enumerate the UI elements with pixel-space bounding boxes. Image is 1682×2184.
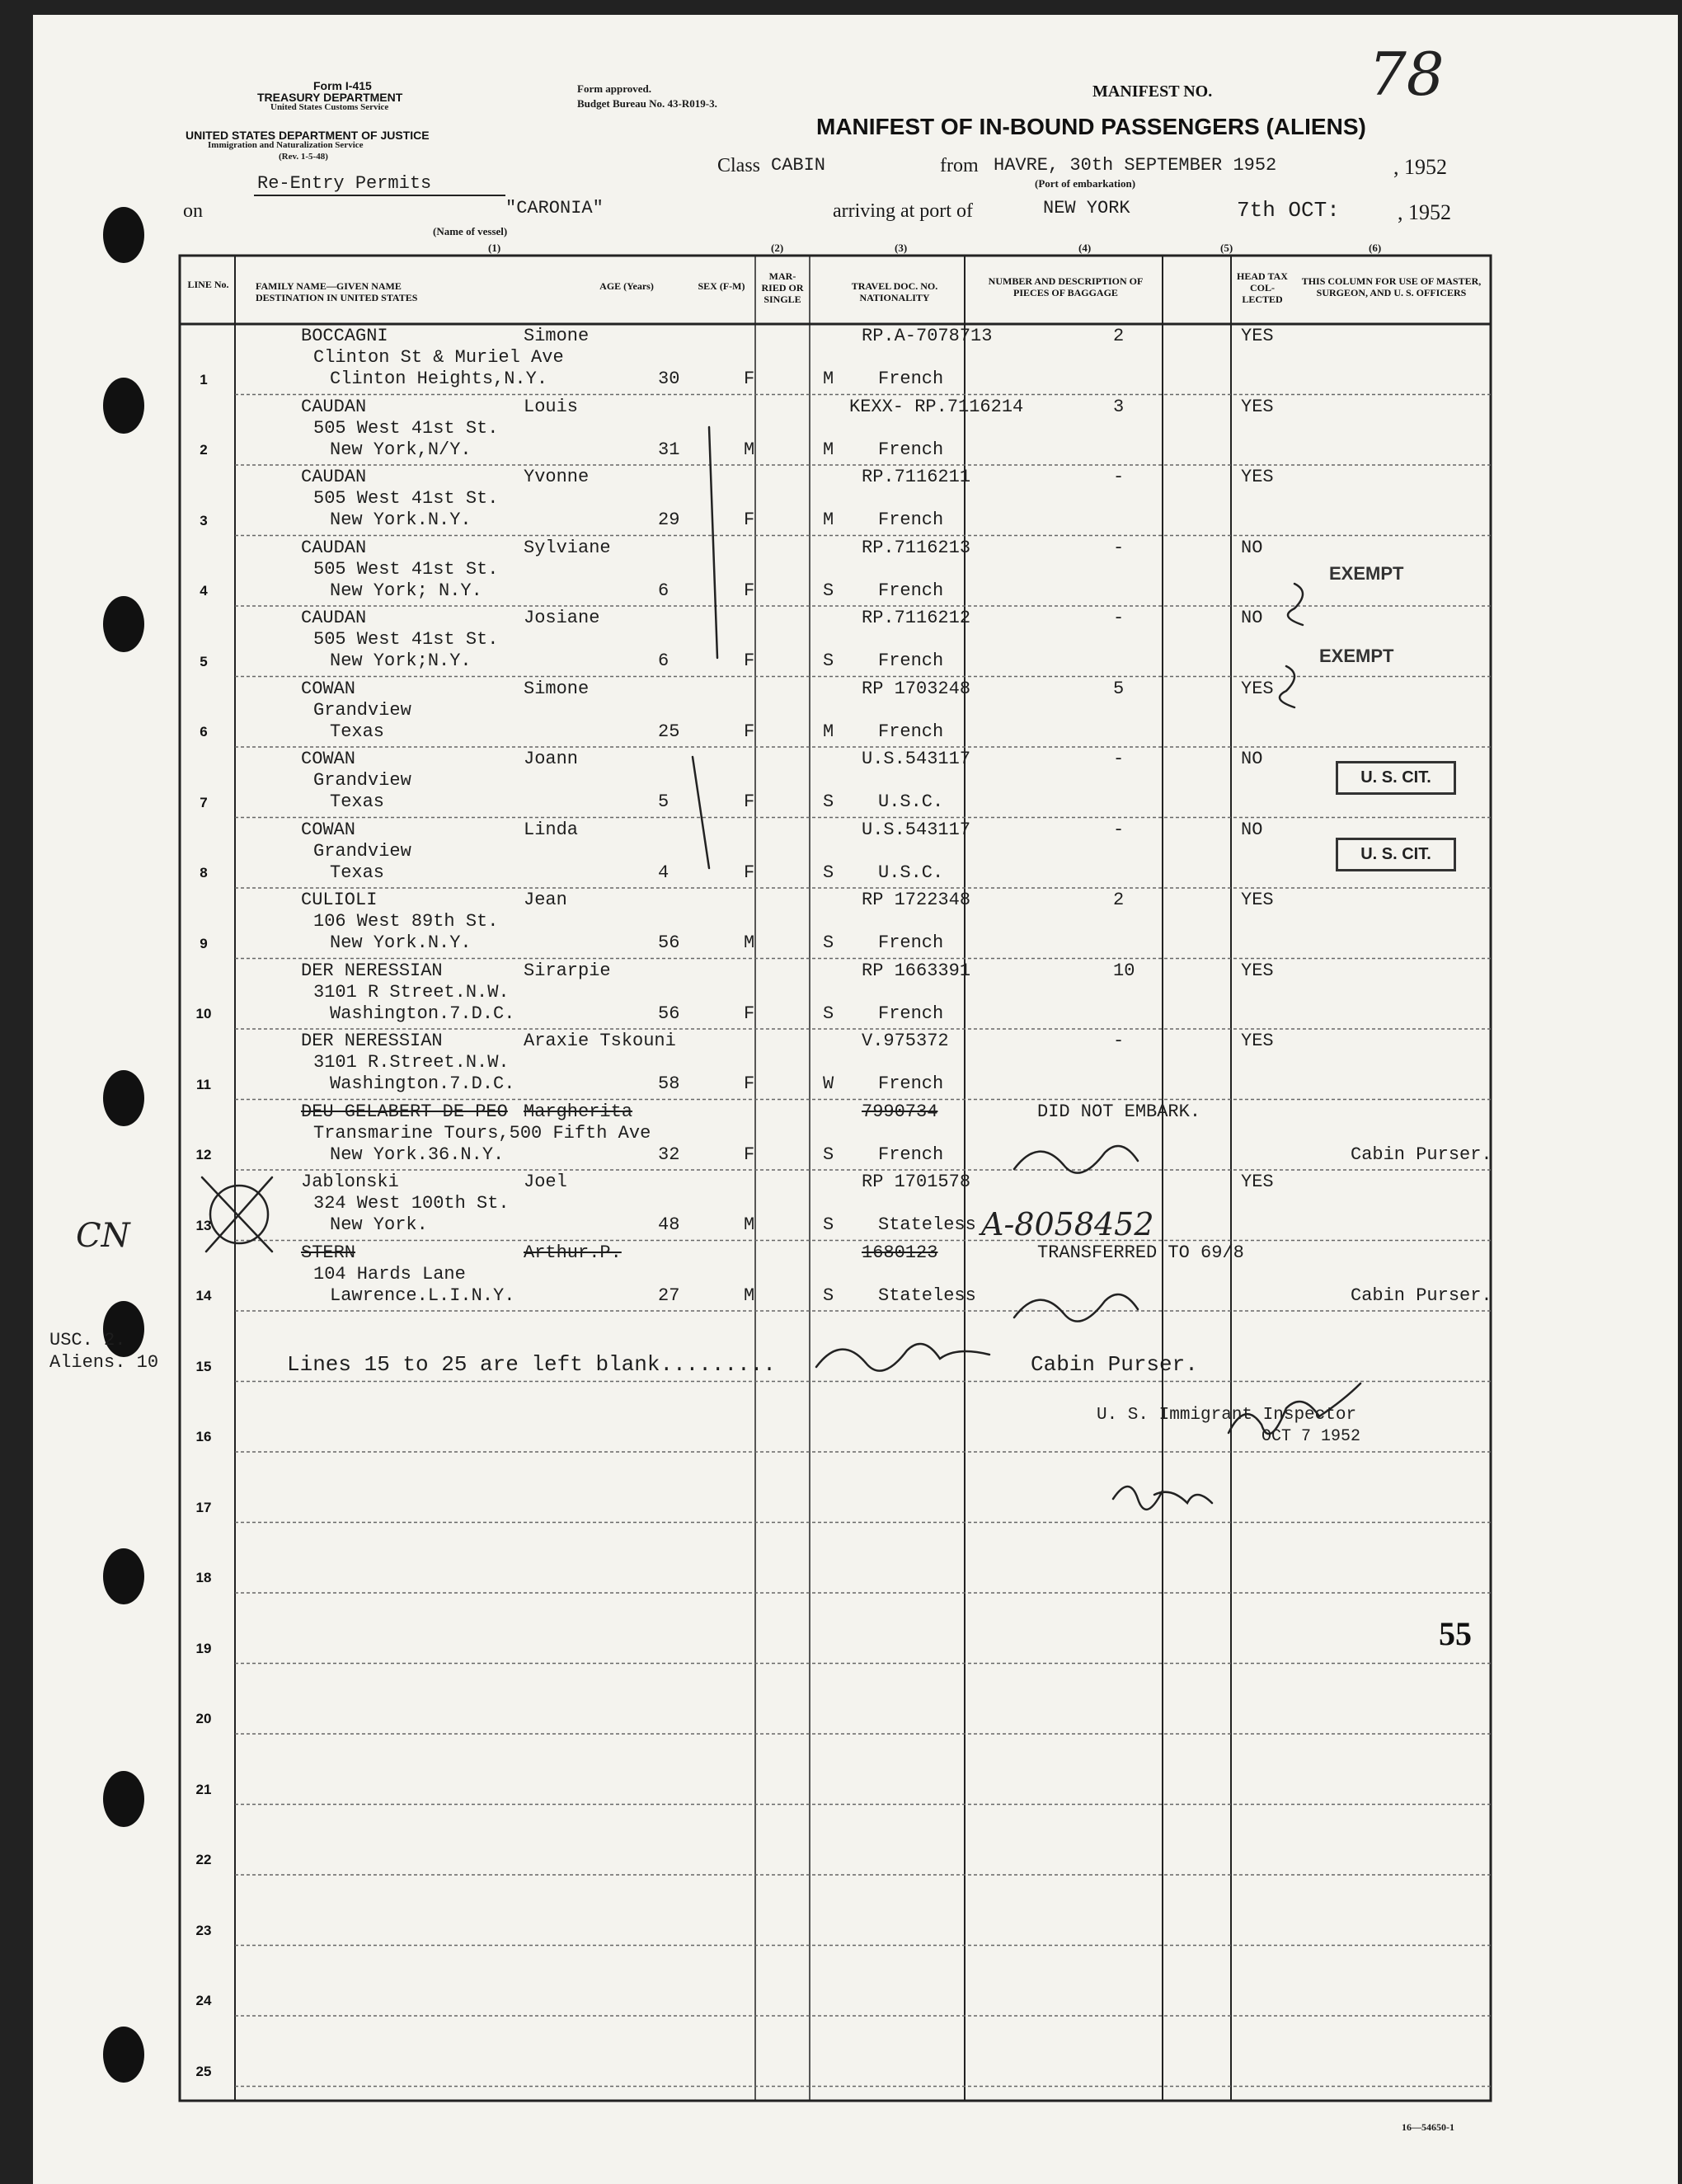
cross-mark	[202, 1177, 272, 1252]
purser-signature	[1014, 1294, 1138, 1322]
passenger-family-name: DEU GELABERT DE PEO	[301, 1101, 508, 1122]
class-value: CABIN	[771, 155, 826, 176]
budget-bureau: Budget Bureau No. 43-R019-3.	[577, 97, 717, 110]
passenger-given-name: Araxie Tskouni	[524, 1031, 676, 1051]
passenger-family-name: CAUDAN	[301, 608, 367, 628]
passenger-address-2: New York;N.Y.	[330, 651, 472, 671]
col-header-age: AGE (Years)	[599, 280, 654, 292]
passenger-sex: M	[744, 1285, 755, 1306]
nationality: Stateless	[878, 1214, 976, 1235]
tick-mark	[1280, 666, 1294, 707]
passenger-given-name: Louis	[524, 396, 579, 417]
passenger-given-name: Simone	[524, 326, 590, 346]
travel-doc-number: RP.7116213	[862, 537, 971, 558]
inspector-initials	[1113, 1487, 1212, 1510]
form-revision: (Rev. 1-5-48)	[279, 152, 328, 162]
passenger-address-2: New York.N.Y.	[330, 932, 472, 953]
nationality: French	[878, 439, 944, 460]
nationality: French	[878, 369, 944, 389]
head-tax: YES	[1241, 1172, 1274, 1192]
head-tax: YES	[1241, 326, 1274, 346]
passenger-family-name: CAUDAN	[301, 537, 367, 558]
page-number: 55	[1439, 1615, 1472, 1652]
passenger-sex: F	[744, 510, 755, 530]
passenger-family-name: DER NERESSIAN	[301, 960, 443, 981]
travel-doc-number: U.S.543117	[862, 749, 971, 769]
head-tax: YES	[1241, 678, 1274, 699]
travel-doc-number: RP.A-7078713	[862, 326, 993, 346]
ins-service: Immigration and Naturalization Service	[208, 140, 364, 150]
purser-signature	[816, 1344, 989, 1371]
baggage-count: -	[1113, 1031, 1125, 1051]
nationality: French	[878, 932, 944, 953]
passenger-family-name: COWAN	[301, 749, 356, 769]
passenger-address-1: 505 West 41st St.	[313, 488, 499, 509]
manifest-sheet	[33, 15, 1678, 2184]
passenger-address-1: 3101 R Street.N.W.	[313, 981, 510, 1003]
passenger-address-1: Grandview	[313, 840, 411, 862]
passenger-sex: F	[744, 1144, 755, 1165]
passenger-family-name: Jablonski	[301, 1172, 399, 1192]
summary-purser: Cabin Purser.	[1031, 1352, 1198, 1377]
passenger-family-name: CAUDAN	[301, 396, 367, 417]
head-tax: NO	[1241, 608, 1263, 628]
passenger-age: 58	[658, 1073, 680, 1094]
passenger-given-name: Margherita	[524, 1101, 633, 1122]
line-number: 21	[195, 1781, 212, 1797]
col-header-sex: SEX (F-M)	[698, 280, 745, 292]
passenger-address-1: 505 West 41st St.	[313, 629, 499, 650]
passenger-sex: F	[744, 1003, 755, 1024]
passenger-marital-status: S	[823, 1003, 834, 1024]
passenger-address-1: Transmarine Tours,500 Fifth Ave	[313, 1122, 651, 1144]
travel-doc-number: RP.7116211	[862, 467, 971, 487]
travel-doc-number: 1680123	[862, 1242, 938, 1263]
passenger-address-1: Clinton St & Muriel Ave	[313, 347, 564, 368]
passenger-address-1: Grandview	[313, 699, 411, 721]
passenger-marital-status: M	[823, 369, 834, 389]
line-number: 22	[195, 1852, 212, 1867]
passenger-address-1: 505 West 41st St.	[313, 558, 499, 580]
nationality: French	[878, 721, 944, 742]
passenger-family-name: COWAN	[301, 678, 356, 699]
head-tax: NO	[1241, 819, 1263, 840]
head-tax: NO	[1241, 749, 1263, 769]
passenger-age: 56	[658, 932, 680, 953]
head-tax: YES	[1241, 960, 1274, 981]
passenger-marital-status: M	[823, 721, 834, 742]
embarkation-value: HAVRE, 30th SEPTEMBER 1952	[994, 155, 1277, 176]
passenger-given-name: Sirarpie	[524, 960, 611, 981]
travel-doc-number: RP 1703248	[862, 678, 971, 699]
blank-lines-note: Lines 15 to 25 are left blank.........	[287, 1352, 776, 1377]
passenger-marital-status: W	[823, 1073, 834, 1094]
tick-mark	[1288, 584, 1303, 625]
manifest-title: MANIFEST OF IN-BOUND PASSENGERS (ALIENS)	[816, 114, 1366, 139]
class-label: Class	[717, 155, 761, 176]
col-header-line-no: LINE No.	[187, 279, 229, 290]
travel-doc-number: V.975372	[862, 1031, 949, 1051]
travel-doc-number: RP 1722348	[862, 890, 971, 910]
passenger-age: 32	[658, 1144, 680, 1165]
port-embark-caption: (Port of embarkation)	[1035, 177, 1136, 190]
passenger-marital-status: M	[823, 510, 834, 530]
line-number: 5	[200, 653, 208, 669]
line-number: 7	[200, 794, 208, 810]
passenger-age: 29	[658, 510, 680, 530]
line-number: 11	[196, 1076, 211, 1092]
col-num-1: (1)	[488, 242, 501, 254]
passenger-address-2: New York,N/Y.	[330, 439, 472, 460]
passenger-address-2: Clinton Heights,N.Y.	[330, 369, 548, 389]
nationality: Stateless	[878, 1285, 976, 1306]
passenger-given-name: Joann	[524, 749, 579, 769]
arriving-label: arriving at port of	[833, 200, 973, 222]
baggage-count: -	[1113, 819, 1125, 840]
passenger-age: 48	[658, 1214, 680, 1235]
passenger-address-2: Texas	[330, 862, 385, 883]
form-number: Form I-415	[313, 79, 372, 92]
nationality: French	[878, 1144, 944, 1165]
baggage-count: 2	[1113, 890, 1125, 910]
passenger-family-name: BOCCAGNI	[301, 326, 388, 346]
vessel-name: "CARONIA"	[505, 198, 604, 218]
baggage-count: -	[1113, 608, 1125, 628]
passenger-age: 6	[658, 651, 670, 671]
passenger-address-2: New York.36.N.Y.	[330, 1144, 505, 1165]
passenger-given-name: Jean	[524, 890, 567, 910]
line-number: 16	[195, 1429, 212, 1444]
manifest-no: 78	[1369, 40, 1445, 109]
col-num-6: (6)	[1369, 242, 1382, 254]
handwriting-overlay	[33, 15, 1678, 2184]
customs-service: United States Customs Service	[270, 102, 389, 112]
usc-count: USC. 2.	[49, 1330, 126, 1350]
baggage-count: 3	[1113, 396, 1125, 417]
travel-doc-number: U.S.543117	[862, 819, 971, 840]
line-number: 10	[195, 1006, 212, 1022]
passenger-address-2: Washington.7.D.C.	[330, 1073, 515, 1094]
col-header-travel-doc: TRAVEL DOC. NO. NATIONALITY	[851, 280, 938, 303]
inspector-title: U. S. Immigrant Inspector	[1097, 1406, 1357, 1425]
passenger-sex: F	[744, 721, 755, 742]
passenger-marital-status: S	[823, 862, 834, 883]
passenger-age: 4	[658, 862, 670, 883]
passenger-marital-status: S	[823, 1144, 834, 1165]
manifest-no-label: MANIFEST NO.	[1092, 82, 1213, 101]
exempt-stamp: EXEMPT	[1329, 563, 1404, 584]
col-header-married: MAR-RIED OR SINGLE	[761, 270, 804, 305]
passenger-address-2: New York.	[330, 1214, 428, 1235]
baggage-count: 5	[1113, 678, 1125, 699]
line-number: 25	[195, 2063, 212, 2079]
line-number: 2	[200, 442, 208, 458]
aliens-count: Aliens. 10	[49, 1352, 159, 1373]
passenger-given-name: Simone	[524, 678, 590, 699]
passenger-sex: F	[744, 862, 755, 883]
passenger-family-name: CULIOLI	[301, 890, 378, 910]
line-number: 19	[195, 1640, 212, 1656]
passenger-marital-status: S	[823, 791, 834, 812]
alien-reg-number: A-8058452	[981, 1206, 1154, 1242]
nationality: French	[878, 651, 944, 671]
passenger-sex: F	[744, 791, 755, 812]
col-num-5: (5)	[1220, 242, 1233, 254]
col-header-officers: THIS COLUMN FOR USE OF MASTER, SURGEON, AND U. S. OFFICERS	[1301, 275, 1482, 298]
passenger-age: 27	[658, 1285, 680, 1306]
nationality: U.S.C.	[878, 791, 944, 812]
purser-signature	[1014, 1146, 1138, 1173]
us-cit-stamp: U. S. CIT.	[1336, 761, 1456, 795]
passenger-age: 31	[658, 439, 680, 460]
passenger-family-name: STERN	[301, 1242, 356, 1263]
passenger-given-name: Linda	[524, 819, 579, 840]
passenger-sex: M	[744, 439, 755, 460]
passenger-given-name: Joel	[524, 1172, 567, 1192]
passenger-address-2: Texas	[330, 721, 385, 742]
year-2: , 1952	[1398, 200, 1451, 224]
nationality: French	[878, 1073, 944, 1094]
line-number: 17	[195, 1499, 212, 1515]
passenger-sex: F	[744, 1073, 755, 1094]
passenger-age: 25	[658, 721, 680, 742]
passenger-address-1: 505 West 41st St.	[313, 417, 499, 439]
line-number: 3	[200, 512, 208, 528]
row-purser: Cabin Purser.	[1351, 1144, 1492, 1165]
baggage-count: -	[1113, 537, 1125, 558]
form-code: 16—54650-1	[1402, 2121, 1454, 2133]
passenger-address-1: 324 West 100th St.	[313, 1193, 510, 1214]
passenger-address-2: Texas	[330, 791, 385, 812]
nationality: French	[878, 580, 944, 601]
re-entry-permits: Re-Entry Permits	[257, 173, 432, 194]
travel-doc-number: RP.7116212	[862, 608, 971, 628]
baggage-count: -	[1113, 749, 1125, 769]
passenger-sex: M	[744, 932, 755, 953]
passenger-marital-status: S	[823, 1214, 834, 1235]
passenger-marital-status: S	[823, 932, 834, 953]
margin-mark: CN	[76, 1217, 130, 1255]
row-purser: Cabin Purser.	[1351, 1285, 1492, 1306]
bracket-mark	[693, 757, 709, 868]
vessel-caption: (Name of vessel)	[433, 225, 508, 237]
passenger-age: 56	[658, 1003, 680, 1024]
nationality: U.S.C.	[878, 862, 944, 883]
head-tax: YES	[1241, 1031, 1274, 1051]
arrival-date: 7th OCT:	[1237, 198, 1340, 223]
passenger-address-2: Lawrence.L.I.N.Y.	[330, 1285, 515, 1306]
treasury-dept: TREASURY DEPARTMENT	[257, 91, 403, 104]
bracket-mark	[709, 427, 717, 658]
nationality: French	[878, 1003, 944, 1024]
col-header-head-tax: HEAD TAX COL-LECTED	[1237, 270, 1288, 305]
on-label: on	[183, 200, 203, 222]
year-1: , 1952	[1393, 155, 1447, 179]
passenger-given-name: Sylviane	[524, 537, 611, 558]
passenger-marital-status: S	[823, 1285, 834, 1306]
baggage-count: 2	[1113, 326, 1125, 346]
travel-doc-number: RP 1701578	[862, 1172, 971, 1192]
exempt-stamp: EXEMPT	[1319, 646, 1394, 666]
passenger-address-2: Washington.7.D.C.	[330, 1003, 515, 1024]
line-number: 6	[200, 724, 208, 740]
passenger-sex: F	[744, 580, 755, 601]
form-approved: Form approved.	[577, 82, 652, 95]
from-label: from	[940, 155, 979, 176]
row-note: DID NOT EMBARK.	[1037, 1101, 1201, 1122]
passenger-marital-status: S	[823, 580, 834, 601]
line-number: 18	[195, 1570, 212, 1585]
line-number: 20	[195, 1711, 212, 1726]
row-note: TRANSFERRED TO 69/8	[1037, 1242, 1244, 1263]
justice-dept: UNITED STATES DEPARTMENT OF JUSTICE	[186, 129, 430, 142]
passenger-sex: M	[744, 1214, 755, 1235]
travel-doc-number: 7990734	[862, 1101, 938, 1122]
line-number: 24	[195, 1993, 212, 2008]
baggage-count: 10	[1113, 960, 1135, 981]
travel-doc-number: RP 1663391	[862, 960, 971, 981]
inspector-date: OCT 7 1952	[1262, 1427, 1361, 1446]
line-number: 8	[200, 865, 208, 881]
head-tax: YES	[1241, 396, 1274, 417]
arrival-port: NEW YORK	[1043, 198, 1130, 218]
passenger-sex: F	[744, 651, 755, 671]
passenger-family-name: COWAN	[301, 819, 356, 840]
passenger-address-2: New York.N.Y.	[330, 510, 472, 530]
passenger-marital-status: S	[823, 651, 834, 671]
line-number: 23	[195, 1922, 212, 1938]
line-number: 4	[200, 583, 208, 599]
passenger-address-1: 104 Hards Lane	[313, 1263, 466, 1285]
line-number: 13	[195, 1217, 212, 1233]
col-num-4: (4)	[1078, 242, 1092, 254]
col-num-3: (3)	[895, 242, 908, 254]
col-header-name: FAMILY NAME—GIVEN NAME DESTINATION IN UNITED STATES	[256, 280, 418, 303]
line-number: 1	[200, 371, 208, 387]
col-num-2: (2)	[771, 242, 784, 254]
us-cit-stamp: U. S. CIT.	[1336, 838, 1456, 871]
passenger-address-2: New York; N.Y.	[330, 580, 482, 601]
inspector-signature	[1229, 1383, 1360, 1434]
passenger-age: 6	[658, 580, 670, 601]
passenger-address-1: 106 West 89th St.	[313, 911, 499, 932]
head-tax: YES	[1241, 890, 1274, 910]
passenger-address-1: Grandview	[313, 770, 411, 791]
line-number: 12	[195, 1147, 212, 1162]
passenger-sex: F	[744, 369, 755, 389]
line-number: 14	[195, 1288, 212, 1303]
nationality: French	[878, 510, 944, 530]
passenger-marital-status: M	[823, 439, 834, 460]
passenger-age: 30	[658, 369, 680, 389]
head-tax: YES	[1241, 467, 1274, 487]
line-number: 9	[200, 935, 208, 951]
passenger-address-1: 3101 R.Street.N.W.	[313, 1052, 510, 1073]
passenger-given-name: Josiane	[524, 608, 600, 628]
head-tax: NO	[1241, 537, 1263, 558]
travel-doc-number: KEXX- RP.7116214	[849, 396, 1024, 417]
passenger-given-name: Arthur.P.	[524, 1242, 622, 1263]
baggage-count: -	[1113, 467, 1125, 487]
passenger-given-name: Yvonne	[524, 467, 590, 487]
col-header-baggage: NUMBER AND DESCRIPTION OF PIECES OF BAGGAGE	[988, 275, 1144, 298]
line-number: 15	[195, 1358, 212, 1374]
passenger-family-name: CAUDAN	[301, 467, 367, 487]
passenger-age: 5	[658, 791, 670, 812]
passenger-family-name: DER NERESSIAN	[301, 1031, 443, 1051]
